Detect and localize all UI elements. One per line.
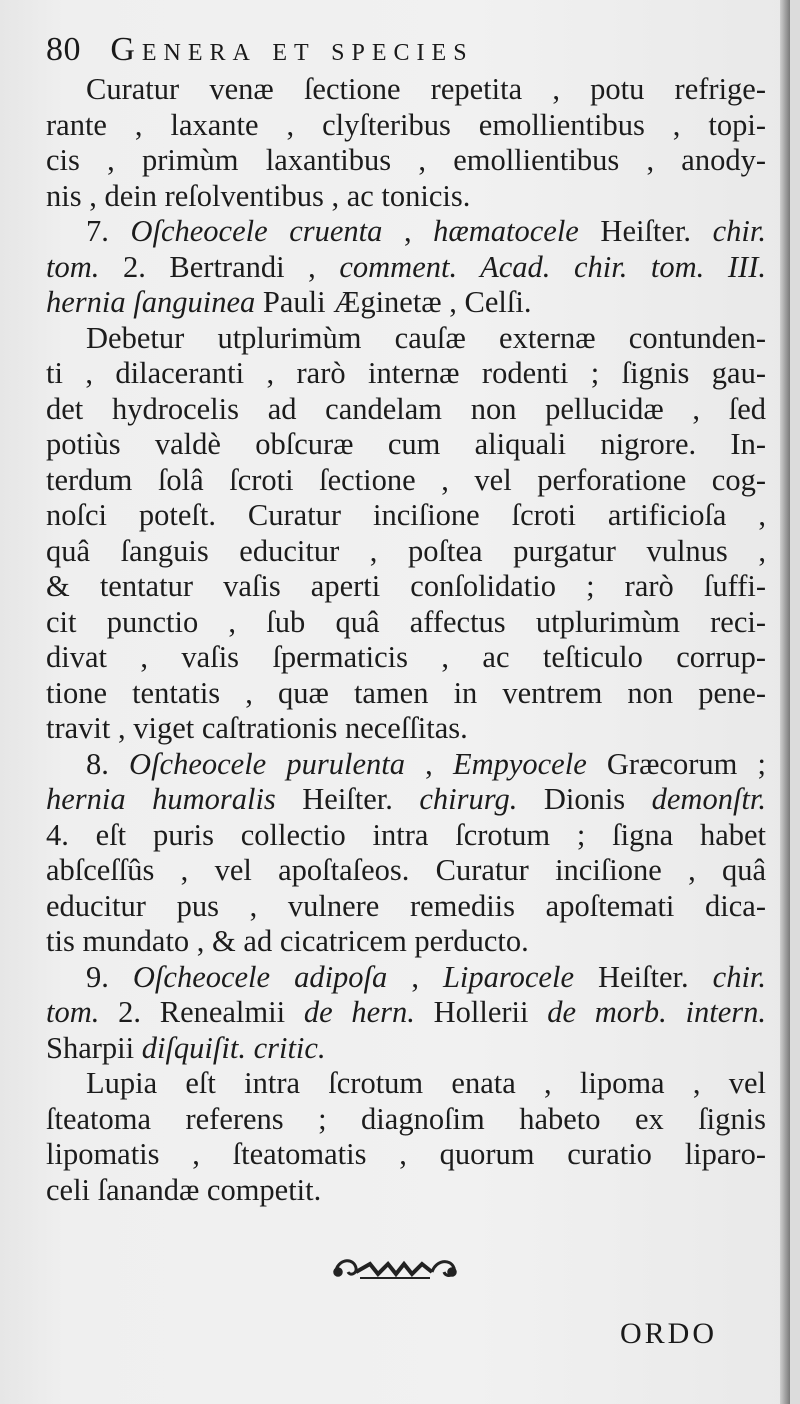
text-line (46, 143, 766, 179)
text-segment: Dionis (517, 782, 652, 816)
paragraph (46, 321, 766, 747)
italic-text: tom. (46, 249, 100, 284)
text-segment: tis mundato , & ad cicatricem perducto. (46, 924, 529, 958)
fleuron-ornament-icon (330, 1250, 460, 1286)
text-line (46, 179, 766, 215)
text-line (46, 463, 766, 499)
text-segment: divat , vaſis ſpermaticis , ac teſticulo corrup- (46, 640, 766, 674)
text-line (46, 782, 766, 818)
text-segment: 2. Bertrandi , (99, 249, 340, 284)
text-segment: Hollerii (414, 995, 548, 1029)
paragraph (46, 72, 766, 214)
text-line (46, 214, 766, 250)
text-line (46, 534, 766, 570)
text-segment: Heiſter. (275, 782, 420, 816)
italic-text: tom. (46, 995, 100, 1029)
italic-text: Oſcheocele cruenta (130, 214, 383, 248)
text-segment: det hydrocelis ad candelam non pellucidæ , ſed (46, 391, 766, 426)
italic-text: hæmatocele (433, 214, 579, 248)
page-edge-shadow (780, 0, 790, 1404)
italic-text: de morb. intern. (547, 995, 766, 1029)
catchword: ORDO (620, 1317, 718, 1350)
italic-text: demonſtr. (651, 782, 767, 816)
text-line (46, 321, 766, 357)
text-line (46, 889, 766, 925)
text-line (46, 924, 766, 960)
text-line (46, 1066, 766, 1102)
text-segment: terdum ſolâ ſcroti ſectione , vel perforatione cog- (46, 462, 766, 497)
text-line (46, 747, 766, 783)
text-segment: Pauli Æginetæ , Celſi. (255, 285, 532, 319)
text-line (46, 1173, 766, 1209)
text-segment: 9. (86, 959, 133, 994)
text-segment: 2. Renealmii (99, 995, 304, 1029)
text-line (46, 356, 766, 392)
paragraph (46, 214, 766, 321)
text-line (46, 1102, 766, 1138)
italic-text: Oſcheocele purulenta (129, 746, 405, 781)
text-line (46, 392, 766, 428)
page-number: 80 (46, 31, 81, 68)
text-line (46, 605, 766, 641)
italic-text: chir. (712, 214, 766, 248)
text-segment: ti , dilaceranti , rarò internæ rodenti ; ſignis gau- (46, 356, 766, 390)
text-line (46, 853, 766, 889)
text-line (46, 818, 766, 854)
text-line (46, 108, 766, 144)
text-segment: Lupia eſt intra ſcrotum enata , lipoma , vel (86, 1066, 766, 1100)
italic-text: diſquiſit. critic. (141, 1030, 326, 1065)
italic-text: comment. Acad. chir. tom. III. (339, 249, 766, 284)
text-line (46, 1137, 766, 1173)
text-line (46, 569, 766, 605)
text-line (46, 250, 766, 286)
paragraph (46, 960, 766, 1067)
text-segment: , (387, 959, 443, 994)
text-segment: nis , dein reſolventibus , ac tonicis. (46, 178, 471, 213)
text-segment: 4. eſt puris collectio intra ſcrotum ; ſigna habet (46, 817, 766, 852)
italic-text: Oſcheocele adipoſa (132, 959, 388, 994)
text-line (46, 72, 766, 108)
italic-text: chirurg. (419, 782, 518, 816)
text-segment: , (382, 214, 434, 248)
text-line (46, 676, 766, 712)
text-segment: Debetur utplurimùm cauſæ externæ contunden- (86, 320, 766, 355)
text-segment: celi ſanandæ competit. (46, 1172, 322, 1207)
italic-text: Empyocele (452, 746, 587, 781)
italic-text: hernia humoralis (46, 782, 276, 816)
text-line (46, 640, 766, 676)
text-segment: cit punctio , ſub quâ affectus utplurimùm reci- (46, 604, 766, 639)
text-segment: potiùs valdè obſcuræ cum aliquali nigrore. In- (46, 427, 766, 461)
text-segment: Græcorum ; (586, 746, 766, 781)
text-segment: & tentatur vaſis aperti conſolidatio ; rarò ſuffi- (46, 569, 766, 603)
text-line (46, 285, 766, 321)
text-segment: travit , viget caſtrationis neceſſitas. (46, 711, 468, 745)
text-line (46, 498, 766, 534)
text-segment: 8. (86, 746, 130, 781)
text-line (46, 711, 766, 747)
text-segment: educitur pus , vulnere remediis apoſtemati dica- (46, 888, 766, 923)
text-line (46, 995, 766, 1031)
paragraph (46, 1066, 766, 1208)
italic-text: Liparocele (442, 959, 574, 994)
text-segment: Curatur venæ ſectione repetita , potu refrige- (86, 72, 766, 106)
text-segment: Heiſter. (573, 959, 713, 994)
text-line (46, 427, 766, 463)
text-segment: quâ ſanguis educitur , poſtea purgatur vulnus , (46, 533, 766, 568)
text-line (46, 1031, 766, 1067)
running-head: Genera et species (110, 31, 474, 68)
text-segment: 7. (86, 214, 131, 248)
text-segment: tione tentatis , quæ tamen in ventrem non pene- (46, 675, 766, 710)
text-segment: Heiſter. (578, 214, 713, 248)
paragraph (46, 747, 766, 960)
italic-text: hernia ſanguinea (46, 285, 256, 319)
text-segment: abſceſſûs , vel apoſtaſeos. Curatur inciſione , quâ (46, 853, 766, 887)
text-segment: noſci poteſt. Curatur inciſione ſcroti artificioſa , (46, 498, 766, 532)
text-segment: lipomatis , ſteatomatis , quorum curatio liparo- (46, 1137, 766, 1171)
page-header (46, 26, 646, 72)
text-segment: ſteatoma referens ; diagnoſim habeto ex ſignis (46, 1101, 766, 1136)
text-segment: cis , primùm laxantibus , emollientibus , anody- (46, 143, 766, 177)
text-segment: , (404, 746, 453, 781)
body-text (46, 72, 766, 1208)
italic-text: chir. (712, 959, 767, 994)
text-line (46, 960, 766, 996)
text-segment: Sharpii (46, 1030, 142, 1065)
text-segment: rante , laxante , clyſteribus emollientibus , topi- (46, 107, 766, 142)
italic-text: de hern. (303, 995, 415, 1029)
